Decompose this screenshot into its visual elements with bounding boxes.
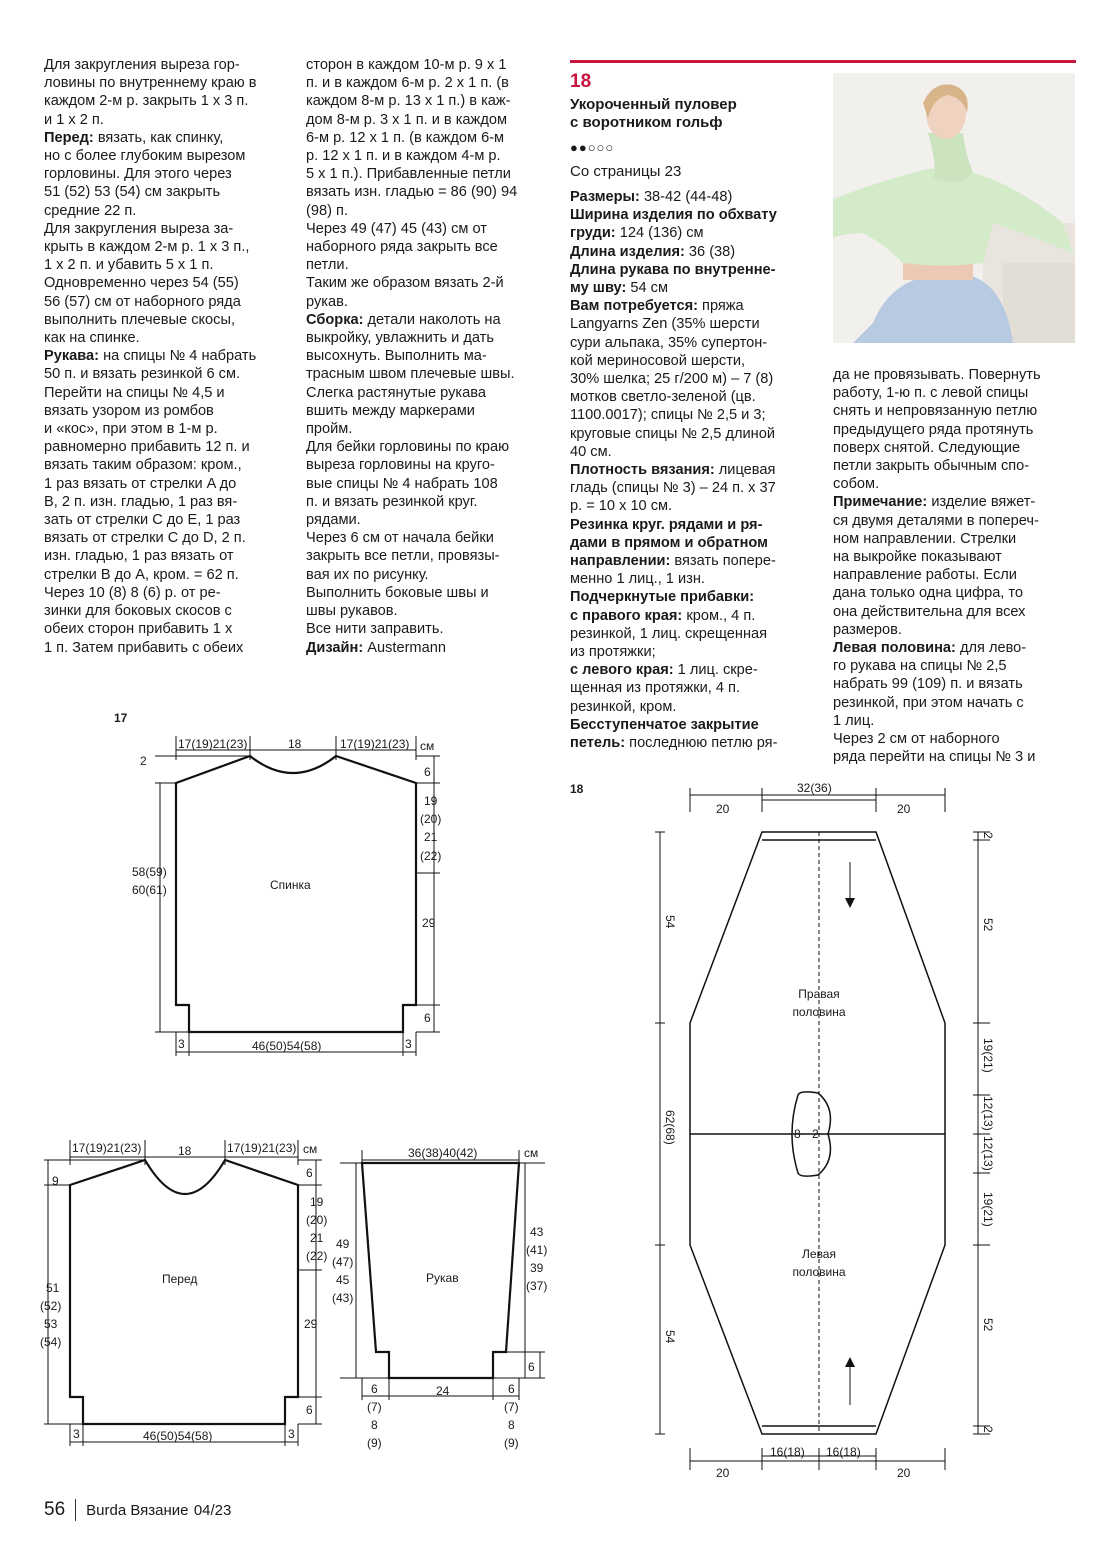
back-top-mid: 18 bbox=[288, 737, 302, 751]
paragraph-text: 124 (136) см bbox=[615, 225, 704, 242]
back-length-b: 60(61) bbox=[132, 883, 167, 897]
paragraph-heading: с левого края: bbox=[570, 662, 674, 679]
paragraph-text: Для закругления выреза гор- ловины по внутреннему краю в каждом 2-м р. закрыть 1 х 3 п. и 1 х 2 п. bbox=[44, 57, 257, 128]
back-neck: 2 bbox=[140, 754, 147, 768]
figure-17-number: 17 bbox=[114, 711, 128, 725]
sleeve-right-a: 43 bbox=[530, 1225, 544, 1239]
paragraph-heading: Длина изделия: bbox=[570, 243, 685, 260]
right-19-top: 19(21) bbox=[981, 1038, 995, 1073]
back-width: 46(50)54(58) bbox=[252, 1039, 322, 1053]
front-rib-right: 3 bbox=[288, 1427, 295, 1441]
paragraph-text: для лево- го рукава на спицы № 2,5 набрать 99 (109) п. и вязать резинкой, при этом начать с 1 лиц. Через 2 см от наборного ряда перейти на спицы № 3 и bbox=[833, 640, 1036, 766]
paragraph-heading: Вам потребуется: bbox=[570, 298, 698, 315]
front-pattern bbox=[70, 1160, 298, 1424]
figure-18-number: 18 bbox=[570, 782, 584, 796]
sleeve-left-b: (47) bbox=[332, 1255, 354, 1269]
paragraph-heading: Ширина изделия по обхвату груди: bbox=[570, 207, 777, 242]
paragraph-text: лицевая гладь (спицы № 3) – 24 п. х 37 р. = 10 х 10 см. bbox=[570, 462, 776, 515]
sleeve-unit: см bbox=[524, 1146, 539, 1160]
right-upper: 52 bbox=[981, 918, 995, 932]
sleeve-bl-b: (7) bbox=[367, 1400, 382, 1414]
footer bbox=[44, 1499, 231, 1521]
neck-b: 2 bbox=[812, 1127, 819, 1141]
paragraph-heading: Дизайн: bbox=[306, 639, 364, 656]
back-rib: 6 bbox=[424, 1011, 431, 1025]
front-length-b: (52) bbox=[40, 1299, 62, 1313]
page-number: 56 bbox=[44, 1499, 66, 1521]
sleeve-bl-d: (9) bbox=[367, 1436, 382, 1450]
paragraph-text: сторон в каждом 10-м р. 9 х 1 п. и в каждом 6-м р. 2 х 1 п. (в каждом 8-м р. 13 х 1 п.) в каж- дом 8-м р. 3 х 1 п. и в каждом 6-м р. 12 х 1 п. (в каждом 6-м р. 12 х 1 п. и в каждом 4-м р. 5 х 1 п.). Прибавленные петли вязать изн. гладью = 86 (90) 94 (98) п. Через 49 (47) 45 (43) см от наборного ряда закрыть все петли. Таким же образом вязать 2-й рукав. bbox=[306, 57, 518, 310]
back-name: Спинка bbox=[270, 878, 311, 892]
paragraph-heading: Резинка круг. рядами и ря- дами в прямом и обратном направлении: bbox=[570, 516, 768, 570]
left-upper: 54 bbox=[663, 915, 677, 929]
front-length-d: (54) bbox=[40, 1335, 62, 1349]
right-19-bottom: 19(21) bbox=[981, 1192, 995, 1227]
sleeve-bl-c: 8 bbox=[371, 1418, 378, 1432]
back-side: 29 bbox=[422, 916, 436, 930]
paragraph-text: на спицы № 4 набрать 50 п. и вязать резинкой 6 см. Перейти на спицы № 4,5 и вязать узором из ромбов и «кос», при этом в 1-м р. равномерно прибавить 12 п. и вязать таким образом: кром., 1 раз вязать от стрелки A до B, 2 п. изн. гладью, 1 раз вя- зать от стрелки C до E, 1 раз вязать от стрелки C до D, 2 п. изн. гладью, 1 раз вязать от стрелки B до A, кром. = 62 п. Через 10 (8) 8 (6) р. от ре- зинки для боковых скосов с обеих сторон прибавить 1 х 1 п. Затем прибавить с обеих bbox=[44, 348, 257, 656]
pattern-number: 18 bbox=[570, 71, 592, 92]
footer-divider bbox=[75, 1499, 76, 1521]
neck-a: 8 bbox=[794, 1127, 801, 1141]
label-line: половина bbox=[792, 1005, 846, 1019]
front-armhole-d: (22) bbox=[306, 1249, 328, 1263]
sleeve-top: 36(38)40(42) bbox=[408, 1146, 478, 1160]
back-armhole-a: 19 bbox=[424, 794, 438, 808]
sleeve-left-a: 49 bbox=[336, 1237, 350, 1251]
paragraph-heading: Примечание: bbox=[833, 494, 928, 511]
sleeve-br-a: 6 bbox=[508, 1382, 515, 1396]
front-dimensions bbox=[44, 1140, 322, 1446]
front-unit: см bbox=[303, 1142, 318, 1156]
paragraph-heading: Плотность вязания: bbox=[570, 462, 715, 479]
front-armhole-b: (20) bbox=[306, 1213, 328, 1227]
paragraph-text: 36 (38) bbox=[684, 243, 736, 260]
paragraph-text: Austermann bbox=[363, 639, 446, 656]
paragraph-heading: Длина рукава по внутренне- му шву: bbox=[570, 261, 776, 297]
sleeve-br-d: (9) bbox=[504, 1436, 519, 1450]
front-length-a: 51 bbox=[46, 1281, 60, 1295]
paragraph-text: последнюю петлю ря- bbox=[625, 735, 778, 752]
bottom-right: 20 bbox=[897, 1466, 911, 1480]
magazine-name: Burda Вязание bbox=[86, 1502, 189, 1520]
sleeve-right-b: (41) bbox=[526, 1243, 548, 1257]
left-lower: 54 bbox=[663, 1330, 677, 1344]
paragraph-heading: Бесступенчатое закрытие петель: bbox=[570, 716, 759, 752]
paragraph-text: да не провязывать. Повернуть работу, 1-ю п. с левой спицы снять и непровязанную петлю предыдущего ряда протянуть поверх снятой. Следующие петли закрыть обычным спо- собом. bbox=[833, 367, 1041, 493]
sleeve-br-c: 8 bbox=[508, 1418, 515, 1432]
paragraph-text: 1 лиц. скре- щенная из протяжки, 4 п. резинкой, кром. bbox=[570, 662, 758, 715]
back-top-right: 17(19)21(23) bbox=[340, 737, 410, 751]
paragraph-text: детали наколоть на выкройку, увлажнить и дать высохнуть. Выполнить ма- трасным швом плечевые швы. Слегка растянутые рукава вшить между маркерами пройм. Для бейки горловины по краю выреза горловины на круго- вые спицы № 4 набрать 108 п. и вязать резинкой круг. рядами. Через 6 см от начала бейки закрыть все петли, провязы- вая их по рисунку. Выполнить боковые швы и швы рукавов. Все нити заправить. bbox=[306, 311, 515, 638]
right-12-bottom: 12(13) bbox=[981, 1136, 995, 1171]
top-total: 32(36) bbox=[797, 781, 832, 795]
front-width: 46(50)54(58) bbox=[143, 1429, 213, 1443]
back-dimensions bbox=[155, 736, 440, 1056]
left-middle: 62(68) bbox=[663, 1110, 677, 1145]
paragraph-text: вязать попере- менно 1 лиц., 1 изн. bbox=[570, 553, 776, 588]
paragraph-text: пряжа Langyarns Zen (35% шерсти сури альпака, 35% супертон- кой мериносовой шерсти, 30% шелка; 25 г/200 м) – 7 (8) мотков светло-зеленой (цв. 1100.0017); спицы № 2,5 и 3; круговые спицы № 2,5 длиной 40 см. bbox=[570, 298, 775, 460]
back-armhole-d: (22) bbox=[420, 849, 442, 863]
sleeve-left-d: (43) bbox=[332, 1291, 354, 1305]
right-rib-bottom: 2 bbox=[981, 1426, 995, 1433]
issue: 04/23 bbox=[193, 1502, 232, 1520]
bottom-left: 20 bbox=[716, 1466, 730, 1480]
paragraph-text: изделие вяжет- ся двумя деталями в попереч- ном направлении. Стрелки на выкройке показывают направление работы. Если дана только одна цифра, то она действительна для всех размеров. bbox=[833, 494, 1039, 638]
front-name: Перед bbox=[162, 1272, 198, 1286]
front-neck: 9 bbox=[52, 1174, 59, 1188]
from-page: Со страницы 23 bbox=[570, 163, 682, 180]
right-12-top: 12(13) bbox=[981, 1096, 995, 1131]
back-pattern bbox=[176, 756, 416, 1032]
front-armhole-a: 19 bbox=[310, 1195, 324, 1209]
sleeve-rib: 6 bbox=[528, 1360, 535, 1374]
right-lower: 52 bbox=[981, 1318, 995, 1332]
bottom-mid-left: 16(18) bbox=[770, 1445, 805, 1459]
pattern-title: Укороченный пуловер с воротником гольф bbox=[570, 96, 737, 131]
back-rib-right: 3 bbox=[405, 1037, 412, 1051]
paragraph-text: кром., 4 п. резинкой, 1 лиц. скрещенная из протяжки; bbox=[570, 607, 768, 661]
back-length-a: 58(59) bbox=[132, 865, 167, 879]
back-unit: см bbox=[420, 739, 435, 753]
bottom-mid-right: 16(18) bbox=[826, 1445, 861, 1459]
front-length-c: 53 bbox=[44, 1317, 58, 1331]
front-top-mid: 18 bbox=[178, 1144, 192, 1158]
difficulty-dots: ●●○○○ bbox=[570, 140, 615, 155]
sleeve-name: Рукав bbox=[426, 1271, 459, 1285]
sleeve-right-c: 39 bbox=[530, 1261, 544, 1275]
sleeve-bottom: 24 bbox=[436, 1384, 450, 1398]
back-armhole-b: (20) bbox=[420, 812, 442, 826]
label-line: Левая bbox=[802, 1247, 836, 1261]
paragraph-heading: Левая половина: bbox=[833, 640, 956, 657]
front-rib: 6 bbox=[306, 1403, 313, 1417]
paragraph-heading: Подчеркнутые прибавки: с правого края: bbox=[570, 589, 755, 624]
top-left: 20 bbox=[716, 802, 730, 816]
back-shoulder: 6 bbox=[424, 765, 431, 779]
paragraph-text: 38-42 (44-48) bbox=[639, 189, 733, 205]
front-top-left: 17(19)21(23) bbox=[72, 1141, 142, 1155]
pattern-18-dimensions bbox=[655, 788, 990, 1470]
front-rib-left: 3 bbox=[73, 1427, 80, 1441]
label-line: половина bbox=[792, 1265, 846, 1279]
back-rib-left: 3 bbox=[178, 1037, 185, 1051]
right-rib-top: 2 bbox=[981, 832, 995, 839]
paragraph-heading: Перед: bbox=[44, 129, 94, 146]
top-right: 20 bbox=[897, 802, 911, 816]
paragraph-text: вязать, как спинку, но с более глубоким вырезом горловины. Для этого через 51 (52) 53 (54) см закрыть средние 22 п. Для закругления выреза за- крыть в каждом 2-м р. 1 х 3 п., 1 х 2 п. и убавить 5 х 1 п. Одновременно через 54 (55) 56 (57) см от наборного ряда выполнить плечевые скосы, как на спинке. bbox=[44, 129, 250, 347]
front-armhole-c: 21 bbox=[310, 1231, 324, 1245]
paragraph-heading: Сборка: bbox=[306, 311, 364, 328]
sleeve-right-d: (37) bbox=[526, 1279, 548, 1293]
back-armhole-c: 21 bbox=[424, 830, 438, 844]
front-top-right: 17(19)21(23) bbox=[227, 1141, 297, 1155]
sleeve-br-b: (7) bbox=[504, 1400, 519, 1414]
label-line: Правая bbox=[798, 987, 840, 1001]
paragraph-text: 54 см bbox=[626, 280, 669, 297]
paragraph-heading: Рукава: bbox=[44, 348, 100, 365]
front-side: 29 bbox=[304, 1317, 318, 1331]
sleeve-left-c: 45 bbox=[336, 1273, 350, 1287]
front-shoulder: 6 bbox=[306, 1166, 313, 1180]
sleeve-bl-a: 6 bbox=[371, 1382, 378, 1396]
paragraph-heading: Размеры: bbox=[570, 189, 640, 205]
back-top-left: 17(19)21(23) bbox=[178, 737, 248, 751]
